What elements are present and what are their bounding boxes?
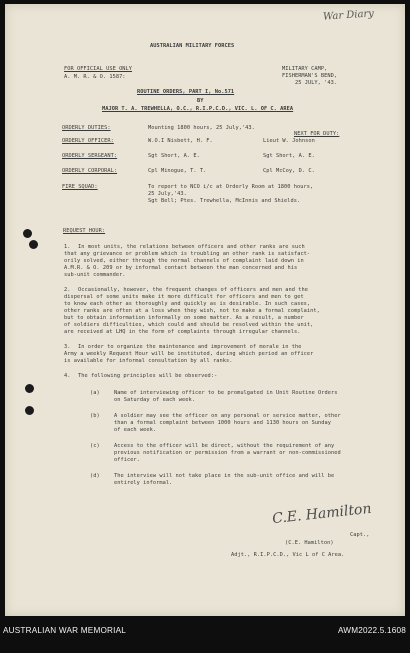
archive-name: AUSTRALIAN WAR MEMORIAL (3, 626, 127, 635)
duty-row-current: Cpl Minogue, T. T. (148, 168, 207, 174)
duty-row-current: Sgt Short, A. E. (148, 153, 200, 159)
duty-row-next: Lieut W. Johnson (263, 138, 315, 144)
camp-label: MILITARY CAMP, (282, 66, 328, 72)
subitem-line: The interview will not take place in the sub-unit office and will be (114, 473, 335, 479)
paragraph-line: Army a weekly Request Hour will be instituted, during which period an officer (64, 351, 314, 357)
subitem-line: of each week. (114, 427, 157, 433)
subitem-letter: (d) (90, 473, 100, 479)
document-title: AUSTRALIAN MILITARY FORCES (150, 43, 235, 49)
duty-row-current: W.O.I Nisbett, H. F. (148, 138, 213, 144)
paragraph-line: is available for informal consultation by all ranks. (64, 358, 233, 364)
paragraph-number: 1. (64, 244, 71, 250)
document-date: 25 JULY, '43. (295, 80, 338, 86)
signature-title: Adjt., R.I.P.C.D., Vic L of C Area. (231, 552, 345, 558)
paragraph-line: to know each other as thoroughly and quickly as is desirable. In such cases, (64, 301, 311, 307)
paragraph-line: In most units, the relations between officers and other ranks are such (78, 244, 305, 250)
paragraph-line: The following principles will be observed:- (78, 373, 218, 379)
handwritten-note: War Diary (322, 8, 375, 23)
punch-hole (25, 384, 34, 393)
fire-squad-line: Sgt Bell; Ptes. Trewhella, McInnis and Shields. (148, 198, 301, 204)
orderly-duties-label: ORDERLY DUTIES: (62, 125, 111, 131)
paragraph-number: 4. (64, 373, 71, 379)
duty-row-label: ORDERLY OFFICER: (62, 138, 114, 144)
subitem-letter: (c) (90, 443, 100, 449)
fire-squad-line: To report to NCO i/c at Orderly Room at 1800 hours, (148, 184, 314, 190)
punch-hole (23, 229, 32, 238)
subitem-line: officer. (114, 457, 140, 463)
archive-footer (0, 619, 410, 653)
duty-row-next: Sgt Short, A. E. (263, 153, 315, 159)
amr-reference: A. M. R. & O. 1587: (64, 74, 126, 80)
paragraph-line: In order to organize the maintenance and improvement of morale in the (78, 344, 302, 350)
subitem-line: than a formal complaint between 1000 hours and 1130 hours on Sunday (114, 420, 332, 426)
signature-rank: Capt., (350, 532, 370, 538)
location-label: FISHERMAN'S BEND, (282, 73, 338, 79)
subitem-line: A soldier may see the officer on any personal or service matter, other (114, 413, 341, 419)
subitem-line: on Saturday of each week. (114, 397, 195, 403)
paragraph-line: but to obtain information informally on some matter. As a result, a number (64, 315, 304, 321)
handwritten-signature: C.E. Hamilton (271, 500, 373, 528)
punch-hole (29, 240, 38, 249)
paragraph-line: of soldiers difficulties, which could and should be resolved within the unit, (64, 322, 314, 328)
by-label: BY (197, 98, 204, 104)
subitem-line: Name of interviewing officer to be promulgated in Unit Routine Orders (114, 390, 338, 396)
punch-hole (25, 406, 34, 415)
paragraph-line: Occasionally, however, the frequent changes of officers and men and the (78, 287, 308, 293)
paragraph-number: 2. (64, 287, 71, 293)
paragraph-line: are received at LHQ in the form of complaints through irregular channels. (64, 329, 301, 335)
paragraph-line: other ranks are often at a loss when they wish, not to make a formal complaint, (64, 308, 320, 314)
duty-row-label: ORDERLY CORPORAL: (62, 168, 118, 174)
duty-row-next: Cpl McCoy, D. C. (263, 168, 315, 174)
paragraph-line: dispersal of some units make it more difficult for officers and men to get (64, 294, 304, 300)
subitem-letter: (a) (90, 390, 100, 396)
signature-name: (C.E. Hamilton) (285, 540, 334, 546)
subitem-line: entirely informal. (114, 480, 173, 486)
issuing-officer: MAJOR T. A. TREWHELLA, O.C., R.I.P.C.D., VIC. L. OF C. AREA (102, 106, 294, 112)
section-title: REQUEST HOUR: (63, 228, 106, 234)
document-page (5, 4, 405, 616)
fire-squad-label: FIRE SQUAD: (62, 184, 98, 190)
paragraph-number: 3. (64, 344, 71, 350)
subitem-letter: (b) (90, 413, 100, 419)
subitem-line: previous notification or permission from a warrant or non-commissioned (114, 450, 341, 456)
duty-row-label: ORDERLY SERGEANT: (62, 153, 118, 159)
next-for-duty-label: NEXT FOR DUTY: (294, 131, 340, 137)
orders-title: ROUTINE ORDERS, PART I, No.571 (137, 89, 235, 95)
paragraph-line: that any grievance or problem which is troubling an other rank is satisfact- (64, 251, 311, 257)
paragraph-line: A.M.R. & O. 209 or by informal contact between the man concerned and his (64, 265, 298, 271)
archive-reference: AWM2022.5.1608 (337, 626, 406, 635)
subitem-line: Access to the officer will be direct, without the requirement of any (114, 443, 335, 449)
fire-squad-line: 25 July,'43. (148, 191, 187, 197)
paragraph-line: sub-unit commander. (64, 272, 126, 278)
paragraph-line: orily solved, either through the normal channels of complaint laid down in (64, 258, 304, 264)
official-use-label: FOR OFFICIAL USE ONLY (64, 66, 133, 72)
mounting-time: Mounting 1800 hours, 25 July,'43. (148, 125, 255, 131)
